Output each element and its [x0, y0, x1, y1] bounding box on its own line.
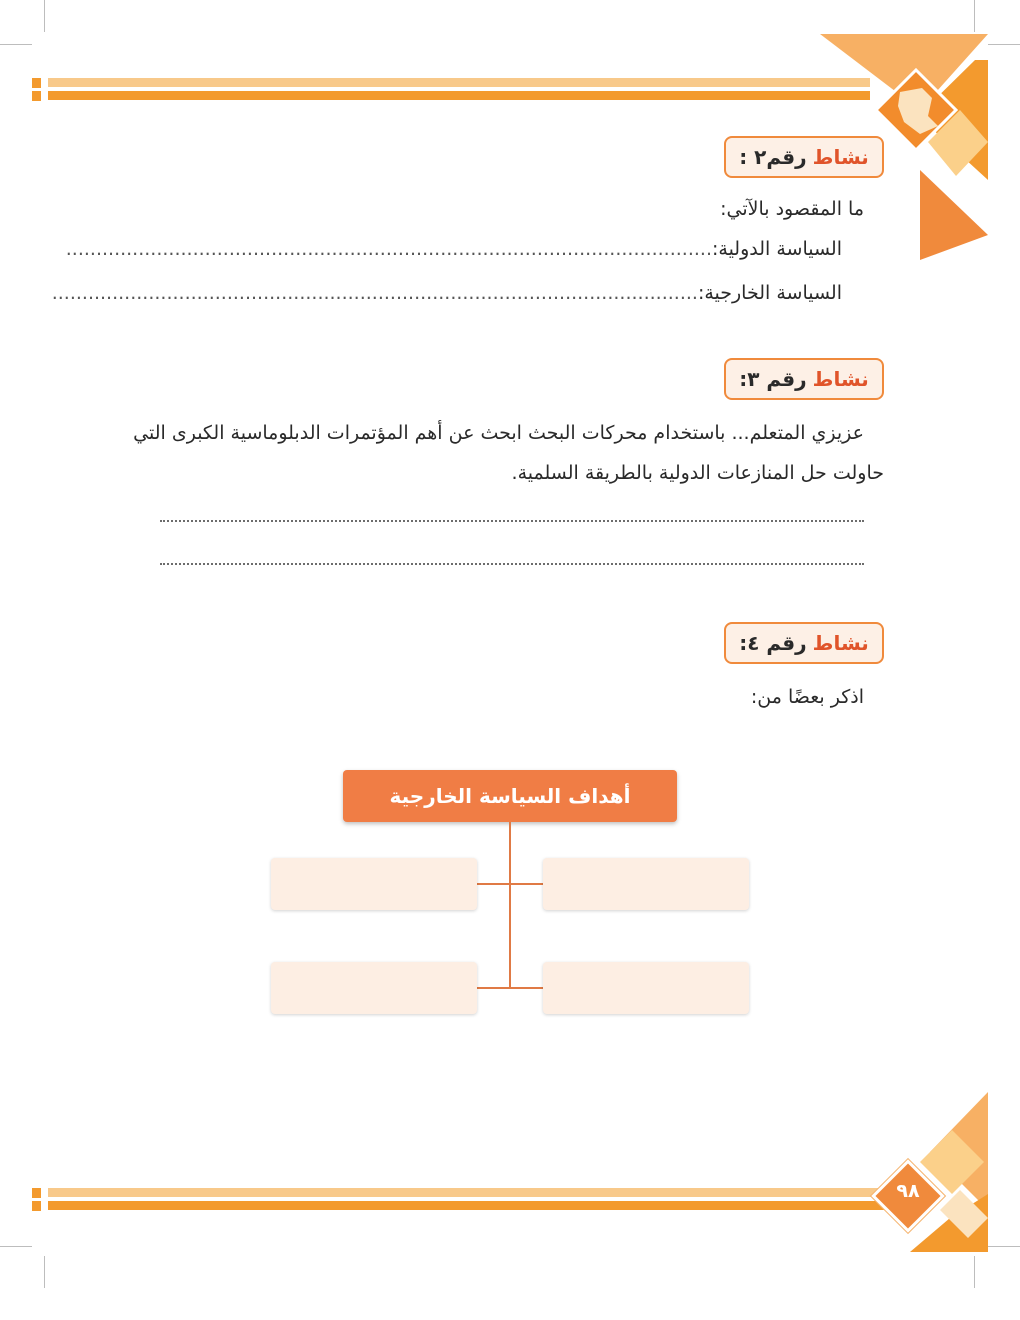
goal-box[interactable]: [271, 858, 477, 910]
connector-horizontal: [477, 987, 543, 989]
band-stripe: [48, 1188, 884, 1197]
answer-line[interactable]: [160, 520, 864, 522]
band-square: [32, 1201, 41, 1211]
crop-mark: [0, 44, 32, 45]
activity-2-item-2: [52, 278, 842, 308]
activity-3-number: رقم ٣:: [739, 367, 807, 391]
item-1-label: السياسة الدولية:: [711, 238, 842, 260]
crop-mark: [974, 1256, 975, 1288]
goal-box[interactable]: [271, 962, 477, 1014]
crop-mark: [44, 0, 45, 32]
goal-box[interactable]: [543, 858, 749, 910]
activity-2-item-1: [66, 234, 842, 264]
connector-horizontal: [477, 883, 543, 885]
activity-3-title: [724, 358, 884, 400]
crop-mark: [44, 1256, 45, 1288]
activity-4-word: نشاط: [812, 631, 869, 655]
activity-4-number: رقم ٤:: [739, 631, 807, 655]
activity-3-line-1: عزيزي المتعلم... باستخدام محركات البحث ابحث عن أهم المؤتمرات الدبلوماسية الكبرى التي: [133, 422, 864, 444]
activity-2-number: رقم٢ :: [739, 145, 807, 169]
crop-mark: [0, 1246, 32, 1247]
crop-mark: [974, 0, 975, 32]
corner-triangle: [920, 170, 988, 260]
item-2-label: السياسة الخارجية:: [697, 282, 842, 304]
answer-blank[interactable]: ...........................................................................................................: [65, 238, 712, 260]
band-square: [32, 1188, 41, 1198]
band-stripe: [48, 78, 870, 87]
band-square: [32, 91, 41, 101]
diagram-heading: [343, 770, 677, 822]
band-stripe: [48, 91, 870, 100]
band-square: [32, 78, 41, 88]
answer-blank[interactable]: ...........................................................................................................: [51, 282, 698, 304]
page-number: ٩٨: [896, 1180, 920, 1202]
activity-4-title: [724, 622, 884, 664]
goal-box[interactable]: [543, 962, 749, 1014]
activity-3-word: نشاط: [812, 367, 869, 391]
activity-2-word: نشاط: [812, 145, 869, 169]
activity-4-prompt: اذكر بعضًا من:: [750, 686, 864, 708]
connector-vertical: [509, 822, 511, 988]
band-stripe: [48, 1201, 884, 1210]
activity-2-title: [724, 136, 884, 178]
activity-2-prompt: ما المقصود بالآتي:: [720, 198, 864, 220]
activity-3-line-2: حاولت حل المنازعات الدولية بالطريقة السلمية.: [511, 462, 884, 484]
answer-line[interactable]: [160, 563, 864, 565]
crop-mark: [988, 1246, 1020, 1247]
diagram-heading-text: أهداف السياسة الخارجية: [389, 784, 631, 808]
